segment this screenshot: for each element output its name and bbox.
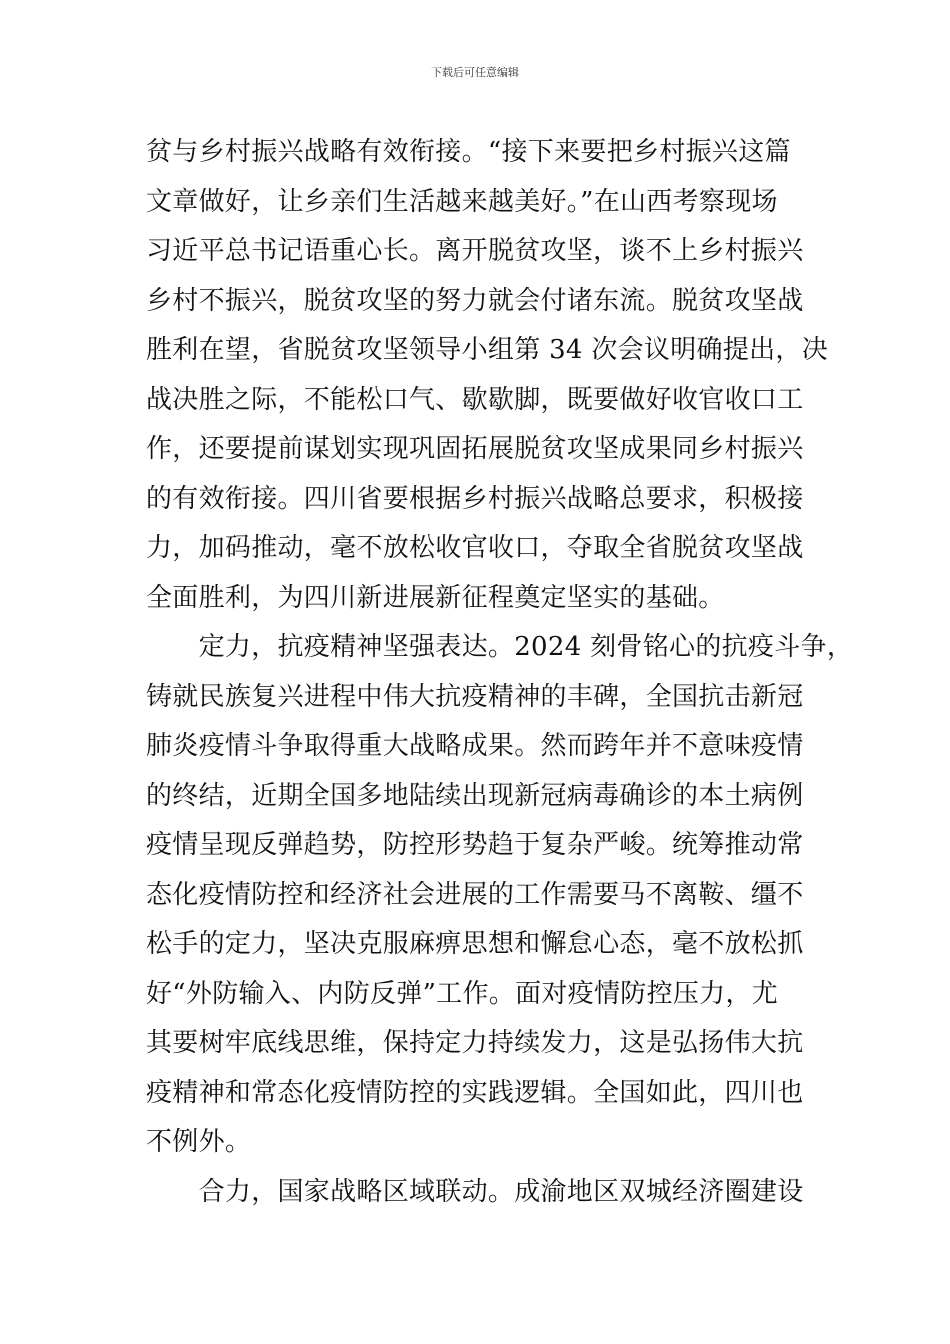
text-line: 乡村不振兴，脱贫攻坚的努力就会付诸东流。脱贫攻坚战: [146, 285, 804, 316]
text-line: 松手的定力，坚决克服麻痹思想和懈怠心态，毫不放松抓: [146, 929, 804, 959]
text-line: 其要树牢底线思维，保持定力持续发力，这是弘扬伟大抗: [146, 1028, 804, 1058]
text-line: 肺炎疫情斗争取得重大战略成果。然而跨年并不意味疫情: [146, 731, 804, 761]
text-line: 贫与乡村振兴战略有效衔接。“接下来要把乡村振兴这篇: [146, 137, 791, 167]
text-line: 态化疫情防控和经济社会进展的工作需要马不离鞍、缰不: [146, 879, 804, 910]
text-line: 作，还要提前谋划实现巩固拓展脱贫攻坚成果同乡村振兴: [146, 434, 804, 464]
text-line: 定力，抗疫精神坚强表达。2024 刻骨铭心的抗疫斗争，: [146, 632, 854, 662]
text-line: 胜利在望，省脱贫攻坚领导小组第 34 次会议明确提出，决: [146, 335, 829, 365]
text-line: 习近平总书记语重心长。离开脱贫攻坚，谈不上乡村振兴: [146, 236, 804, 266]
page-header: 下载后可任意编辑: [431, 66, 519, 79]
text-line: 的终结，近期全国多地陆续出现新冠病毒确诊的本土病例: [146, 780, 804, 811]
text-line: 铸就民族复兴进程中伟大抗疫精神的丰碑，全国抗击新冠: [146, 681, 804, 712]
text-line: 的有效衔接。四川省要根据乡村振兴战略总要求，积极接: [146, 483, 804, 514]
text-line: 力，加码推动，毫不放松收官收口，夺取全省脱贫攻坚战: [146, 533, 804, 563]
document-body: [146, 128, 854, 1217]
text-line: 疫精神和常态化疫情防控的实践逻辑。全国如此，四川也: [146, 1077, 804, 1108]
text-line: 文章做好，让乡亲们生活越来越美好。”在山西考察现场: [146, 186, 778, 217]
text-line: 合力，国家战略区域联动。成渝地区双城经济圈建设: [146, 1176, 804, 1207]
text-line: 全面胜利，为四川新进展新征程奠定坚实的基础。: [146, 582, 725, 613]
text-line: 战决胜之际，不能松口气、歇歇脚，既要做好收官收口工: [146, 384, 804, 415]
text-line: 疫情呈现反弹趋势，防控形势趋于复杂严峻。统筹推动常: [146, 830, 804, 860]
text-line: 不例外。: [146, 1127, 252, 1157]
text-line: 好“外防输入、内防反弹”工作。面对疫情防控压力，尤: [146, 978, 779, 1009]
